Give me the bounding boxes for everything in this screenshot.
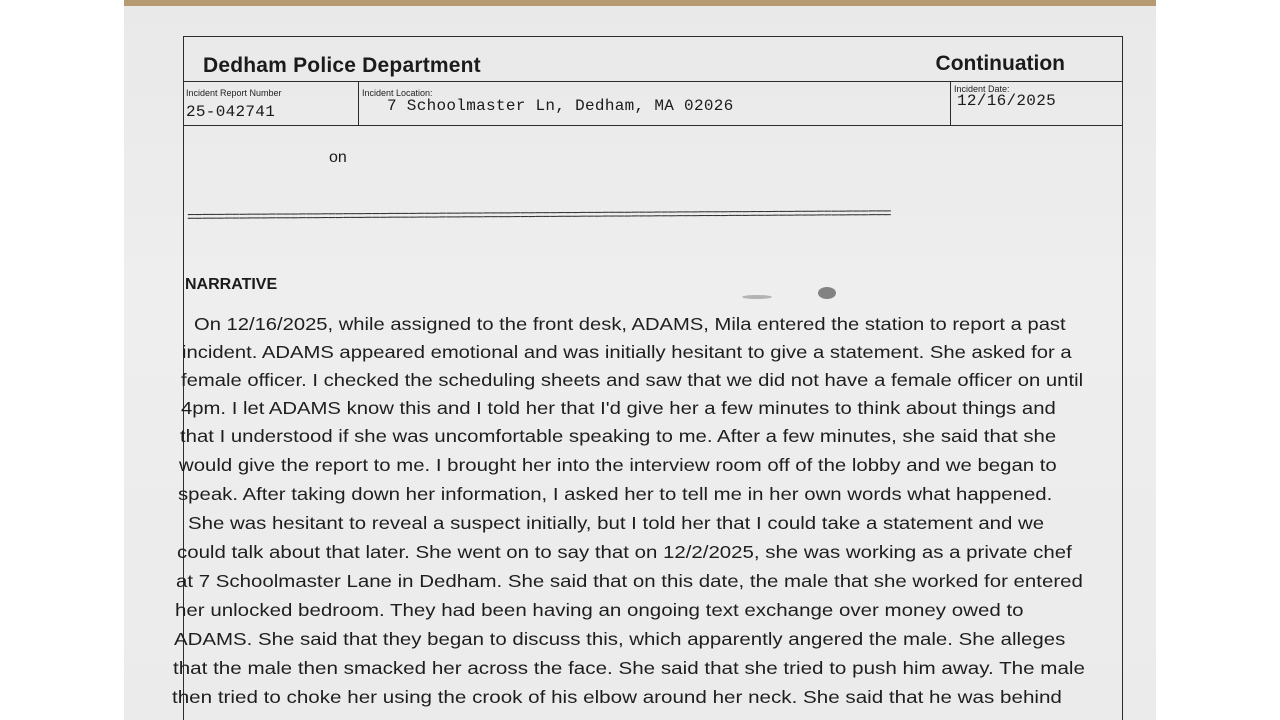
incident-number-cell	[183, 82, 359, 125]
narrative-line: that I understood if she was uncomfortable speaking to me. After a few minutes, she said that she	[180, 426, 1057, 446]
narrative-line: On 12/16/2025, while assigned to the front desk, ADAMS, Mila entered the station to report a past	[194, 314, 1066, 334]
form-header	[183, 36, 1123, 82]
incident-location-cell	[359, 82, 951, 125]
narrative-line: her unlocked bedroom. They had been having an ongoing text exchange over money owed to	[175, 600, 1024, 620]
narrative-line: female officer. I checked the scheduling sheets and saw that we did not have a female officer on until	[181, 370, 1084, 390]
narrative-line: could talk about that later. She went on to say that on 12/2/2025, she was working as a private chef	[177, 542, 1072, 562]
on-text: on	[329, 149, 347, 166]
narrative-line: that the male then smacked her across the face. She said that she tried to push him away. The male	[173, 658, 1085, 678]
incident-location-value: 7 Schoolmaster Ln, Dedham, MA 02026	[387, 97, 734, 115]
narrative-line: speak. After taking down her information, I asked her to tell me in her own words what happened.	[178, 484, 1053, 504]
narrative-line: ADAMS. She said that they began to discuss this, which apparently angered the male. She alleges	[174, 629, 1066, 649]
incident-info-row	[183, 82, 1123, 126]
narrative-line: incident. ADAMS appeared emotional and was initially hesitant to give a statement. She asked for a	[182, 342, 1072, 362]
narrative-line: at 7 Schoolmaster Lane in Dedham. She said that on this date, the male that she worked for entered	[176, 571, 1083, 591]
incident-number-label: Incident Report Number	[186, 88, 282, 98]
narrative-line: 4pm. I let ADAMS know this and I told her that I'd give her a few minutes to think about things and	[181, 398, 1056, 418]
department-title: Dedham Police Department	[203, 54, 481, 77]
incident-number-value: 25-042741	[186, 103, 276, 121]
incident-date-cell	[951, 82, 1123, 125]
incident-date-value: 12/16/2025	[957, 92, 1057, 110]
incident-location-label: Incident Location:	[362, 88, 433, 98]
separator-rule: ===============================================================================================	[186, 205, 891, 227]
ink-smudge	[818, 287, 836, 299]
narrative-line: would give the report to me. I brought her into the interview room off of the lobby and we began to	[179, 455, 1057, 475]
continuation-title: Continuation	[935, 52, 1065, 75]
incident-date-label: Incident Date:	[954, 84, 1010, 94]
narrative-heading: NARRATIVE	[185, 276, 278, 293]
ink-smudge	[742, 295, 772, 299]
narrative-line: then tried to choke her using the crook of his elbow around her neck. She said that he was behind	[172, 687, 1062, 707]
narrative-line: She was hesitant to reveal a suspect initially, but I told her that I could take a statement and we	[188, 513, 1045, 533]
